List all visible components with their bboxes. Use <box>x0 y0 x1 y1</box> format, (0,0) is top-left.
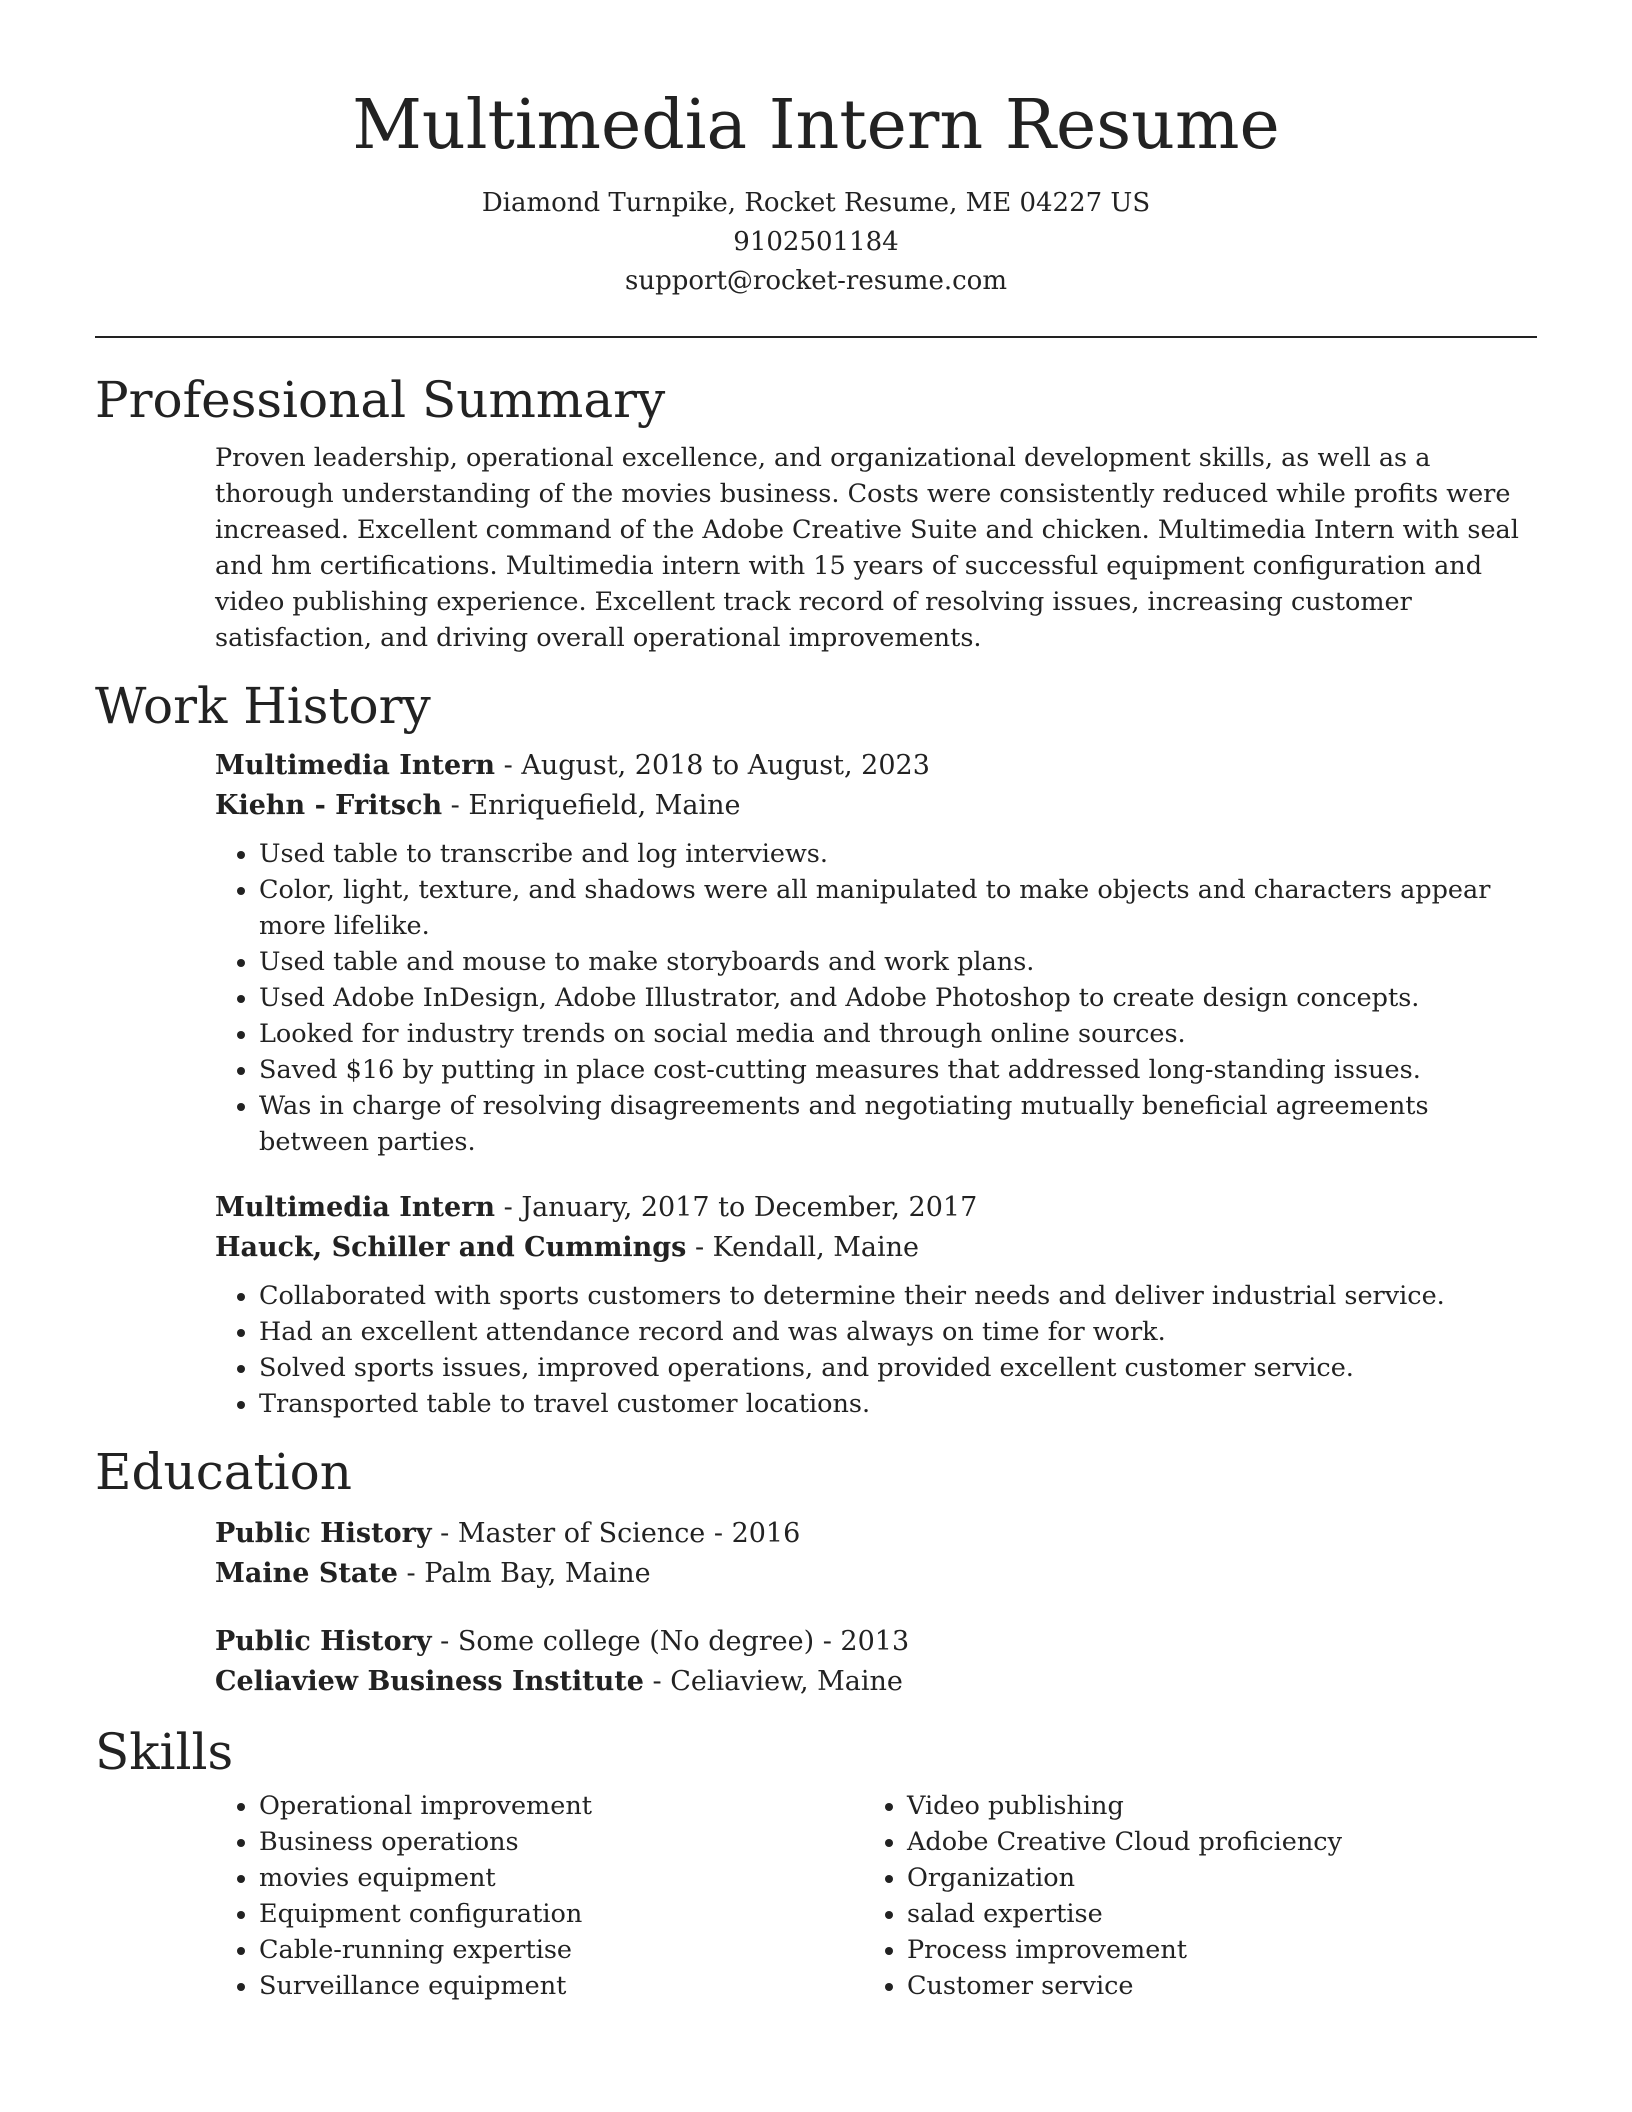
school-name: Celiaview Business Institute <box>215 1666 644 1697</box>
list-item: • Was in charge of resolving disagreements and negotiating mutually beneficial agreements between parties. <box>259 1088 1537 1160</box>
summary-heading: Professional Summary <box>95 371 666 429</box>
summary-text: Proven leadership, operational excellence, and organizational development skills, as well as a thorough understanding of the movies business. Costs were consistently reduced while profits were increased. Excellent command of the Adobe Creative Suite and chicken. Multimedia Intern with seal and hm certifications. Multimedia intern with 15 years of successful equipment configuration and video publishing experience. Excellent track record of resolving issues, increasing customer satisfaction, and driving overall operational improvements. <box>215 443 1519 653</box>
list-item: • Used table and mouse to make storyboards and work plans. <box>259 944 1537 980</box>
job-dates: - January, 2017 to December, 2017 <box>495 1192 978 1223</box>
list-item: • Used table to transcribe and log interviews. <box>259 836 1537 872</box>
list-item: • Had an excellent attendance record and was always on time for work. <box>259 1314 1537 1350</box>
list-item: • Looked for industry trends on social media and through online sources. <box>259 1016 1537 1052</box>
list-item: • Business operations <box>259 1824 863 1860</box>
job-dates: - August, 2018 to August, 2023 <box>495 750 930 781</box>
education-entry <box>215 1622 1537 1702</box>
list-item: • Color, light, texture, and shadows were all manipulated to make objects and characters appear more lifelike. <box>259 872 1537 944</box>
job-company-line <box>215 786 1537 826</box>
job-entry <box>215 746 1537 1160</box>
list-item: • Customer service <box>907 1968 1511 2004</box>
list-item: • Cable-running expertise <box>259 1932 863 1968</box>
list-item: • Operational improvement <box>259 1788 863 1824</box>
list-item: • salad expertise <box>907 1896 1511 1932</box>
contact-phone: 9102501184 <box>733 227 899 257</box>
school-name: Maine State <box>215 1558 398 1589</box>
job-bullets <box>215 1278 1537 1422</box>
education <box>215 1514 1537 1702</box>
job-bullets <box>215 836 1537 1160</box>
skills-heading: Skills <box>95 1723 234 1781</box>
list-item: • Video publishing <box>907 1788 1511 1824</box>
skills-column-left <box>215 1784 863 2004</box>
resume-title: Multimedia Intern Resume <box>352 86 1280 165</box>
job-company: Hauck, Schiller and Cummings <box>215 1232 687 1263</box>
list-item: • Collaborated with sports customers to determine their needs and deliver industrial service. <box>259 1278 1537 1314</box>
job-title: Multimedia Intern <box>215 1192 496 1223</box>
list-item: • Surveillance equipment <box>259 1968 863 2004</box>
contact-email: support@rocket-resume.com <box>624 266 1007 296</box>
contact-address: Diamond Turnpike, Rocket Resume, ME 04227 US <box>481 188 1151 218</box>
degree-field: Public History <box>215 1626 432 1657</box>
list-item: • Equipment configuration <box>259 1896 863 1932</box>
degree-line <box>215 1622 1537 1662</box>
school-location: - Palm Bay, Maine <box>397 1558 651 1589</box>
education-entry <box>215 1514 1537 1594</box>
list-item: • Saved $16 by putting in place cost-cutting measures that addressed long-standing issues. <box>259 1052 1537 1088</box>
work-history-heading: Work History <box>95 677 431 735</box>
degree-details: - Master of Science - 2016 <box>431 1518 801 1549</box>
job-title-line <box>215 1188 1537 1228</box>
header-divider <box>95 336 1537 338</box>
job-title-line <box>215 746 1537 786</box>
education-heading: Education <box>95 1443 352 1501</box>
school-line <box>215 1554 1537 1594</box>
list-item: • Solved sports issues, improved operations, and provided excellent customer service. <box>259 1350 1537 1386</box>
degree-line <box>215 1514 1537 1554</box>
job-location: - Enriquefield, Maine <box>442 790 741 821</box>
degree-details: - Some college (No degree) - 2013 <box>431 1626 910 1657</box>
list-item: • Process improvement <box>907 1932 1511 1968</box>
work-history <box>215 746 1537 1422</box>
list-item: • Organization <box>907 1860 1511 1896</box>
skills-list-right <box>863 1788 1511 2004</box>
job-entry <box>215 1188 1537 1422</box>
list-item: • movies equipment <box>259 1860 863 1896</box>
list-item: • Adobe Creative Cloud proficiency <box>907 1824 1511 1860</box>
skills-list-left <box>215 1788 863 2004</box>
job-company: Kiehn - Fritsch <box>215 790 443 821</box>
skills-list <box>215 1784 1537 2004</box>
job-location: - Kendall, Maine <box>686 1232 920 1263</box>
job-company-line <box>215 1228 1537 1268</box>
list-item: • Used Adobe InDesign, Adobe Illustrator, and Adobe Photoshop to create design concepts. <box>259 980 1537 1016</box>
skills-column-right <box>863 1784 1511 2004</box>
degree-field: Public History <box>215 1518 432 1549</box>
job-title: Multimedia Intern <box>215 750 496 781</box>
school-line <box>215 1662 1537 1702</box>
contact-info <box>95 184 1537 301</box>
list-item: • Transported table to travel customer locations. <box>259 1386 1537 1422</box>
school-location: - Celiaview, Maine <box>643 1666 903 1697</box>
